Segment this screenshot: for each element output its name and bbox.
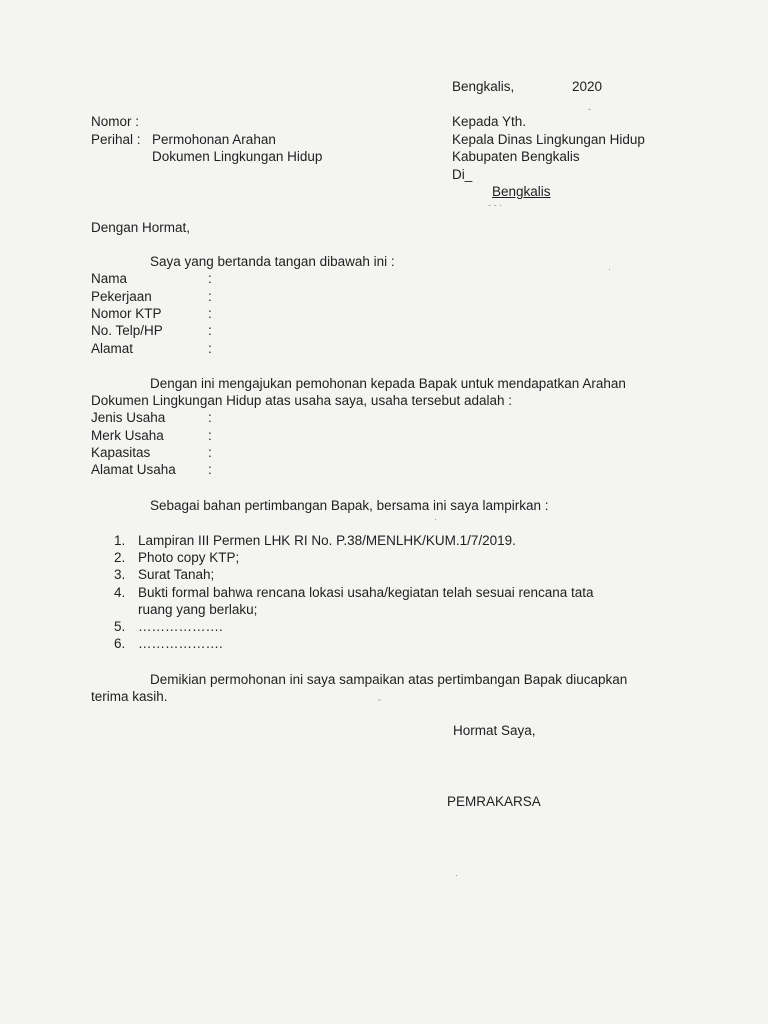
closing-line-2: terima kasih. xyxy=(91,689,168,704)
signatory: PEMRAKARSA xyxy=(447,794,541,809)
year: 2020 xyxy=(572,79,603,94)
field-sep: : xyxy=(208,323,212,338)
scan-speck: · xyxy=(608,264,611,274)
perihal-label: Perihal : xyxy=(91,132,141,147)
field-sep: : xyxy=(208,428,212,443)
request-line-2: Dokumen Lingkungan Hidup atas usaha saya, usaha tersebut adalah : xyxy=(91,393,513,408)
field-label-kapasitas: Kapasitas xyxy=(91,445,151,460)
attachment-num: 4. xyxy=(114,585,126,600)
field-label-merk-usaha: Merk Usaha xyxy=(91,428,164,443)
nomor-label: Nomor : xyxy=(91,114,140,129)
recipient-line-2: Kepala Dinas Lingkungan Hidup xyxy=(452,132,645,147)
scan-speck: - - · xyxy=(488,200,502,210)
recipient-line-3: Kabupaten Bengkalis xyxy=(452,149,580,164)
scan-speck: ˇ xyxy=(378,698,381,708)
field-label-jenis-usaha: Jenis Usaha xyxy=(91,410,166,425)
field-label-telp: No. Telp/HP xyxy=(91,323,163,338)
attachment-placeholder: ………………. xyxy=(138,636,223,651)
recipient-line-1: Kepada Yth. xyxy=(452,114,527,129)
scan-speck: - xyxy=(588,104,591,114)
field-label-nomor-ktp: Nomor KTP xyxy=(91,306,162,321)
request-line-1: Dengan ini mengajukan pemohonan kepada Bapak untuk mendapatkan Arahan xyxy=(150,376,626,391)
attachment-item: Surat Tanah; xyxy=(138,567,215,582)
intro-text: Saya yang bertanda tangan dibawah ini : xyxy=(150,254,395,269)
salutation: Dengan Hormat, xyxy=(91,220,191,235)
recipient-line-4: Di_ xyxy=(452,167,473,182)
attachment-item: Photo copy KTP; xyxy=(138,550,240,565)
perihal-line-2: Dokumen Lingkungan Hidup xyxy=(152,149,323,164)
attach-intro: Sebagai bahan pertimbangan Bapak, bersama ini saya lampirkan : xyxy=(150,498,549,513)
closing-line-1: Demikian permohonan ini saya sampaikan atas pertimbangan Bapak diucapkan xyxy=(150,672,628,687)
field-sep: : xyxy=(208,341,212,356)
field-label-alamat: Alamat xyxy=(91,341,134,356)
attachment-item: Bukti formal bahwa rencana lokasi usaha/kegiatan telah sesuai rencana tata xyxy=(138,585,594,600)
attachment-num: 5. xyxy=(114,619,126,634)
field-sep: : xyxy=(208,462,212,477)
field-sep: : xyxy=(208,410,212,425)
attachment-placeholder: ………………. xyxy=(138,619,223,634)
place-date: Bengkalis, xyxy=(452,79,515,94)
attachment-item-continued: ruang yang berlaku; xyxy=(138,602,258,617)
field-sep: : xyxy=(208,445,212,460)
perihal-line-1: Permohonan Arahan xyxy=(152,132,276,147)
signoff: Hormat Saya, xyxy=(453,723,536,738)
field-sep: : xyxy=(208,271,212,286)
field-label-alamat-usaha: Alamat Usaha xyxy=(91,462,176,477)
attachment-num: 1. xyxy=(114,533,126,548)
attachment-num: 6. xyxy=(114,636,126,651)
field-sep: : xyxy=(208,306,212,321)
field-label-nama: Nama xyxy=(91,271,128,286)
attachment-num: 2. xyxy=(114,550,126,565)
attachment-item: Lampiran III Permen LHK RI No. P.38/MENLHK/KUM.1/7/2019. xyxy=(138,533,516,548)
recipient-city: Bengkalis xyxy=(492,184,551,199)
field-sep: : xyxy=(208,289,212,304)
attachment-num: 3. xyxy=(114,567,126,582)
scan-speck: · xyxy=(434,514,437,524)
scan-speck: · xyxy=(455,870,458,880)
field-label-pekerjaan: Pekerjaan xyxy=(91,289,152,304)
